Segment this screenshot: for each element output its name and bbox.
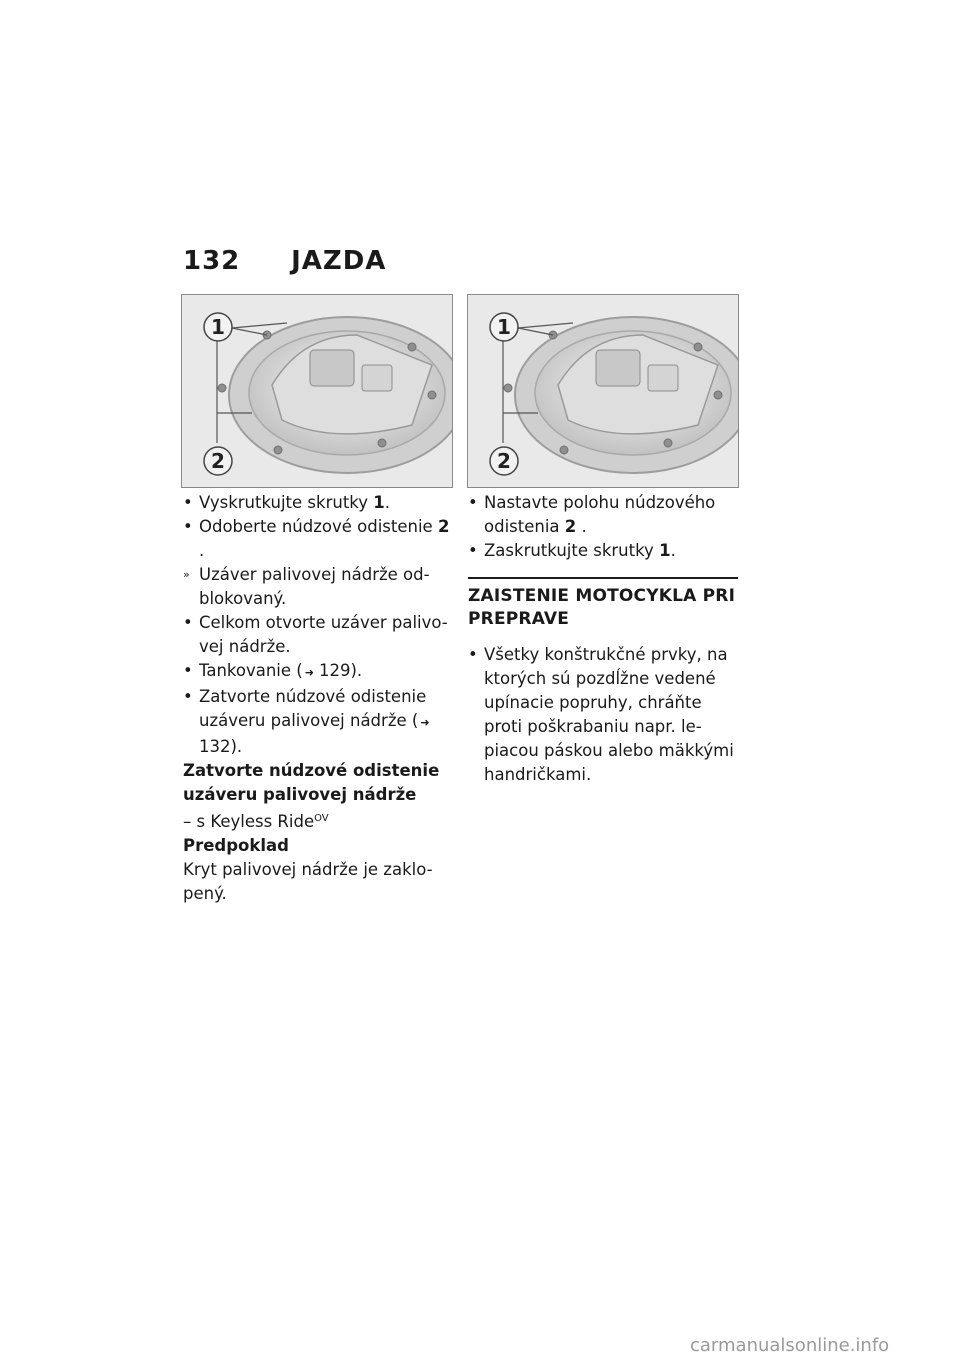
ref-number: 2: [437, 517, 450, 536]
watermark[interactable]: carmanualsonline.info: [690, 1335, 890, 1356]
callout-1-icon: [204, 313, 232, 341]
page-ref[interactable]: 129: [318, 661, 351, 680]
bullet-icon: •: [468, 493, 478, 512]
ref-number: 2: [564, 517, 577, 536]
ref-number: 1: [373, 493, 385, 512]
subheading: Zatvorte núdzové odistenie uzáveru palivovej nádrže: [183, 761, 440, 804]
step-item: • Tankovanie ( ➜ 129).: [183, 659, 451, 685]
fuel-cap-figure-left: [181, 294, 453, 488]
result-arrow-icon: »: [183, 568, 190, 581]
section-divider: [468, 577, 738, 631]
bullet-icon: •: [468, 541, 478, 560]
step-item: • Zatvorte núdzové odistenie uzáveru palivovej nádrže ( ➜132).: [183, 687, 430, 756]
callout-2-icon: [204, 447, 232, 475]
svg-text:1: 1: [211, 315, 225, 339]
page-number: 132: [183, 246, 241, 276]
chapter-title: JAZDA: [291, 246, 387, 276]
bullet-icon: •: [468, 645, 478, 664]
prerequisite-heading: Predpoklad: [183, 836, 289, 855]
bullet-icon: •: [183, 661, 193, 680]
fuel-cap-figure-right: [467, 294, 739, 488]
right-column: [468, 491, 738, 787]
step-item: • Všetky konštrukčné prvky, na ktorých sú pozdĺžne vedené upínacie popruhy, chráňte proti poškrabaniu napr. le-piacou páskou alebo mäkkými handričkami.: [468, 645, 734, 784]
step-item: • Celkom otvorte uzáver palivo-vej nádrže.: [183, 613, 448, 656]
option-badge: OV: [314, 813, 329, 824]
result-item: » Uzáver palivovej nádrže od-blokovaný.: [183, 565, 430, 608]
page-ref[interactable]: 132: [199, 737, 231, 756]
callout-1-icon: [490, 313, 518, 341]
variant-note: – s Keyless Ride$^{OV}$: [183, 812, 329, 831]
page-ref-arrow-icon: ➜: [304, 666, 314, 679]
page-ref-arrow-icon: ➜: [420, 716, 430, 729]
page-header: [183, 246, 386, 276]
prerequisite-text: Kryt palivovej nádrže je zaklo-pený.: [183, 860, 433, 903]
bullet-icon: •: [183, 613, 193, 632]
left-column: [183, 491, 451, 906]
fuel-cap-illustration: [468, 295, 738, 487]
step-item: • Zaskrutkujte skrutky 1.: [468, 539, 738, 563]
svg-text:1: 1: [497, 315, 511, 339]
step-item: • Odoberte núdzové odistenie 2 .: [183, 517, 450, 560]
bullet-icon: •: [183, 493, 193, 512]
step-item: • Nastavte polohu núdzového odistenia 2 .: [468, 493, 716, 536]
ref-number: 1: [659, 541, 671, 560]
bullet-icon: •: [183, 687, 193, 706]
step-item: • Vyskrutkujte skrutky 1.: [183, 491, 451, 515]
svg-text:2: 2: [497, 449, 511, 473]
svg-text:2: 2: [211, 449, 225, 473]
callout-2-icon: [490, 447, 518, 475]
fuel-cap-illustration: [182, 295, 452, 487]
bullet-icon: •: [183, 517, 193, 536]
section-title: ZAISTENIE MOTOCYKLA PRI PREPRAVE: [468, 586, 736, 629]
